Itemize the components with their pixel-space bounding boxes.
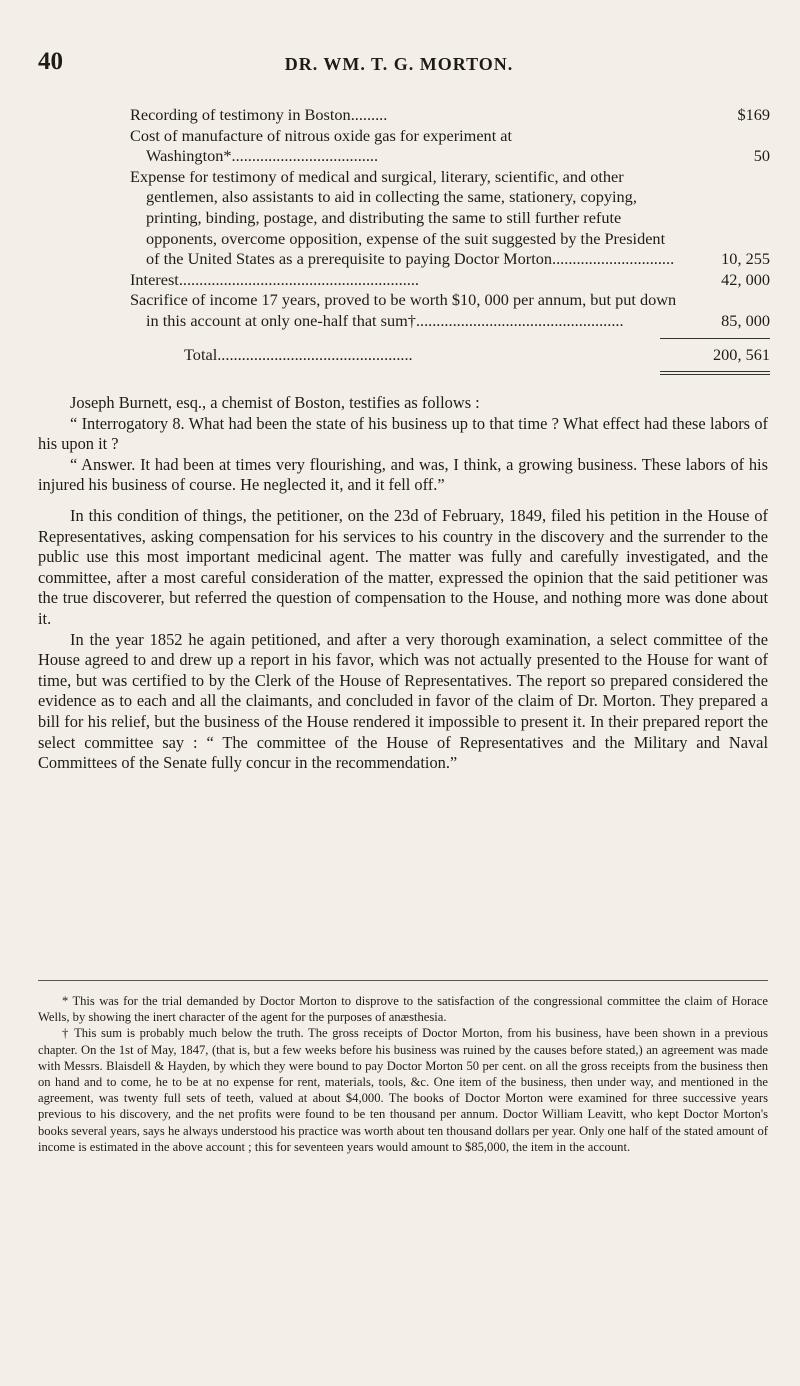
entry-amount: 10, 255 [721,249,770,269]
ledger-entry [130,126,770,167]
paragraph: In the year 1852 he again petitioned, and after a very thorough examination, a select committee of the House agreed to and drew up a report in his favor, which was not actually presented to the House for want of time, but was certified to by the Clerk of the House of Representatives. The report so prepared considered the evidence as to each and all the claimants, and concluded in favor of the claim of Dr. Morton. They prepared a bill for his relief, but the business of the House rendered it impossible to present it. In their prepared report the select committee say : “ The committee of the House of Representatives and the Military and Naval Committees of the Senate fully concur in the recommendation.” [38,629,768,773]
leader-dots: ......... [350,105,388,124]
total-rule [660,374,770,375]
entry-label: Interest [130,269,179,289]
footnote-rule [38,980,768,981]
expense-ledger [130,105,770,375]
ledger-entry [130,105,770,126]
ledger-total [130,345,770,366]
ledger-entry [130,167,770,270]
footnotes [38,993,768,1155]
footnote: † This sum is probably much below the truth. The gross receipts of Doctor Morton, from his business, have been shown in a previous chapter. On the 1st of May, 1847, (that is, but a few weeks before his business was ruined by the causes before stated,) an agreement was made with Messrs. Blaisdell & Hayden, by which they were bound to pay Doctor Morton 50 per cent. on all the gross receipts from the business then on hand and to come, he to be at no expense for rent, materials, tools, &c. One item of the business, then under way, and mentioned in the agreement, was twenty full sets of teeth, valued at about $4,000. The books of Doctor Morton were examined for three successive years previous to his discovery, and the net profits were found to be ten thousand per annum. Doctor William Leavitt, who kept Doctor Morton's books several years, says he always understood his practice was worth about ten thousand dollars per year. Only one half of the stated amount of income is estimated in the above account ; this for seventeen years would amount to $85,000, the item in the account. [38,1026,768,1154]
page-number: 40 [38,48,63,75]
entry-label: Expense for testimony of medical and surgical, literary, scientific, and other gentlemen, also assistants to aid in collecting the same, stationery, copying, printing, binding, postage, and distributing the same to still further refute opponents, overcome opposition, expense of the suit suggested by the President of the United States as a prerequisite to paying Doctor Morton [130,166,666,269]
leader-dots: ................................................ [217,344,413,364]
entry-label: Recording of testimony in Boston [130,105,351,124]
leader-dots: ................................................... [415,310,624,330]
ledger-entry [130,270,770,291]
paragraph: “ Answer. It had been at times very flourishing, and was, I think, a growing business. These labors of his injured his business of course. He neglected it, and it fell off.” [38,454,768,495]
total-label: Total [184,344,218,364]
footnote: * This was for the trial demanded by Doctor Morton to disprove to the satisfaction of the congressional committee the claim of Horace Wells, by showing the inert character of the agent for the purposes of anæsthesia. [38,994,768,1025]
entry-label: Sacrifice of income 17 years, proved to be worth $10, 000 per annum, but put down in this account at only one-half that sum† [130,290,677,330]
leader-dots: .................................... [231,146,379,166]
running-head: DR. WM. T. G. MORTON. [284,54,514,74]
entry-amount: 42, 000 [721,269,770,289]
leader-dots: ........................................................... [178,269,419,289]
paragraph: In this condition of things, the petitioner, on the 23d of February, 1849, filed his petition in the House of Representatives, asking compensation for his services to his country in the discovery and the surrender to the public use this most important medicinal agent. The matter was fully and carefully investigated, and the committee, after a most careful consideration of the matter, expressed the opinion that the said petitioner was the true discoverer, but referred the question of compensation to the House, and nothing more was done about it. [38,505,768,628]
ledger-entry [130,290,770,331]
paragraph: Joseph Burnett, esq., a chemist of Boston, testifies as follows : [70,393,480,412]
leader-dots: .............................. [552,249,675,269]
entry-amount: 85, 000 [721,310,770,330]
entry-amount: $169 [737,105,770,124]
entry-amount: 50 [753,146,770,166]
total-amount: 200, 561 [713,344,770,364]
body-text [38,393,768,774]
total-rule [660,371,770,372]
entry-label: Cost of manufacture of nitrous oxide gas for experiment at Washington* [130,125,513,166]
page-header [38,48,760,84]
paragraph: “ Interrogatory 8. What had been the state of his business up to that time ? What effect had these labors of his upon it ? [38,413,768,454]
sum-rule [660,338,770,339]
